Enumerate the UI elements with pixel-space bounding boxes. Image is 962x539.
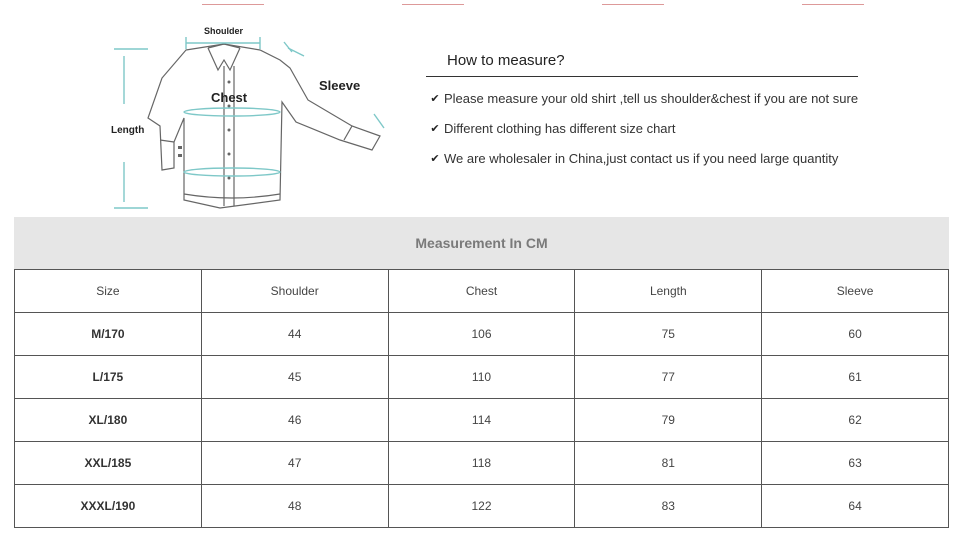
- size-chart: [14, 217, 949, 528]
- table-row: [15, 442, 949, 485]
- shoulder-cell: 44: [201, 313, 388, 356]
- top-decoration-line: [602, 4, 664, 5]
- size-cell: XL/180: [15, 399, 202, 442]
- length-label: Length: [111, 125, 145, 136]
- shoulder-cell: 45: [201, 356, 388, 399]
- how-to-measure-title: How to measure?: [426, 50, 858, 77]
- checkmark-icon: ✔: [430, 93, 440, 105]
- size-cell: L/175: [15, 356, 202, 399]
- chest-cell: 106: [388, 313, 575, 356]
- tip-item: [426, 121, 858, 151]
- length-cell: 79: [575, 399, 762, 442]
- shirt-illustration: [108, 22, 398, 212]
- sleeve-cell: 63: [762, 442, 949, 485]
- tip-text: Different clothing has different size chart: [444, 121, 676, 136]
- table-row: [15, 485, 949, 528]
- shoulder-cell: 46: [201, 399, 388, 442]
- size-cell: XXL/185: [15, 442, 202, 485]
- top-decoration-line: [402, 4, 464, 5]
- chest-cell: 114: [388, 399, 575, 442]
- length-cell: 75: [575, 313, 762, 356]
- checkmark-icon: ✔: [430, 123, 440, 135]
- chest-cell: 118: [388, 442, 575, 485]
- sleeve-cell: 60: [762, 313, 949, 356]
- length-cell: 83: [575, 485, 762, 528]
- top-decoration-line: [802, 4, 864, 5]
- column-header-length: Length: [575, 270, 762, 313]
- table-row: [15, 399, 949, 442]
- chest-cell: 110: [388, 356, 575, 399]
- sleeve-cell: 62: [762, 399, 949, 442]
- column-header-chest: Chest: [388, 270, 575, 313]
- size-table: [14, 269, 949, 528]
- shirt-measurement-diagram: [108, 22, 398, 212]
- measure-tips-list: [426, 91, 858, 181]
- length-cell: 77: [575, 356, 762, 399]
- size-chart-title: Measurement In CM: [14, 217, 949, 269]
- column-header-size: Size: [15, 270, 202, 313]
- table-row: [15, 356, 949, 399]
- top-decoration-line: [202, 4, 264, 5]
- column-header-sleeve: Sleeve: [762, 270, 949, 313]
- chest-cell: 122: [388, 485, 575, 528]
- tip-item: [426, 151, 858, 181]
- checkmark-icon: ✔: [430, 153, 440, 165]
- size-cell: XXXL/190: [15, 485, 202, 528]
- table-row: [15, 313, 949, 356]
- tip-text: Please measure your old shirt ,tell us shoulder&chest if you are not sure: [444, 91, 859, 106]
- table-header-row: [15, 270, 949, 313]
- how-to-measure-section: [426, 50, 858, 181]
- size-cell: M/170: [15, 313, 202, 356]
- sleeve-cell: 64: [762, 485, 949, 528]
- shoulder-cell: 47: [201, 442, 388, 485]
- tip-item: [426, 91, 858, 121]
- sleeve-cell: 61: [762, 356, 949, 399]
- column-header-shoulder: Shoulder: [201, 270, 388, 313]
- chest-label: Chest: [211, 90, 248, 105]
- sleeve-label: Sleeve: [319, 78, 361, 93]
- length-cell: 81: [575, 442, 762, 485]
- shoulder-cell: 48: [201, 485, 388, 528]
- tip-text: We are wholesaler in China,just contact us if you need large quantity: [444, 151, 839, 166]
- shoulder-label: Shoulder: [204, 26, 244, 36]
